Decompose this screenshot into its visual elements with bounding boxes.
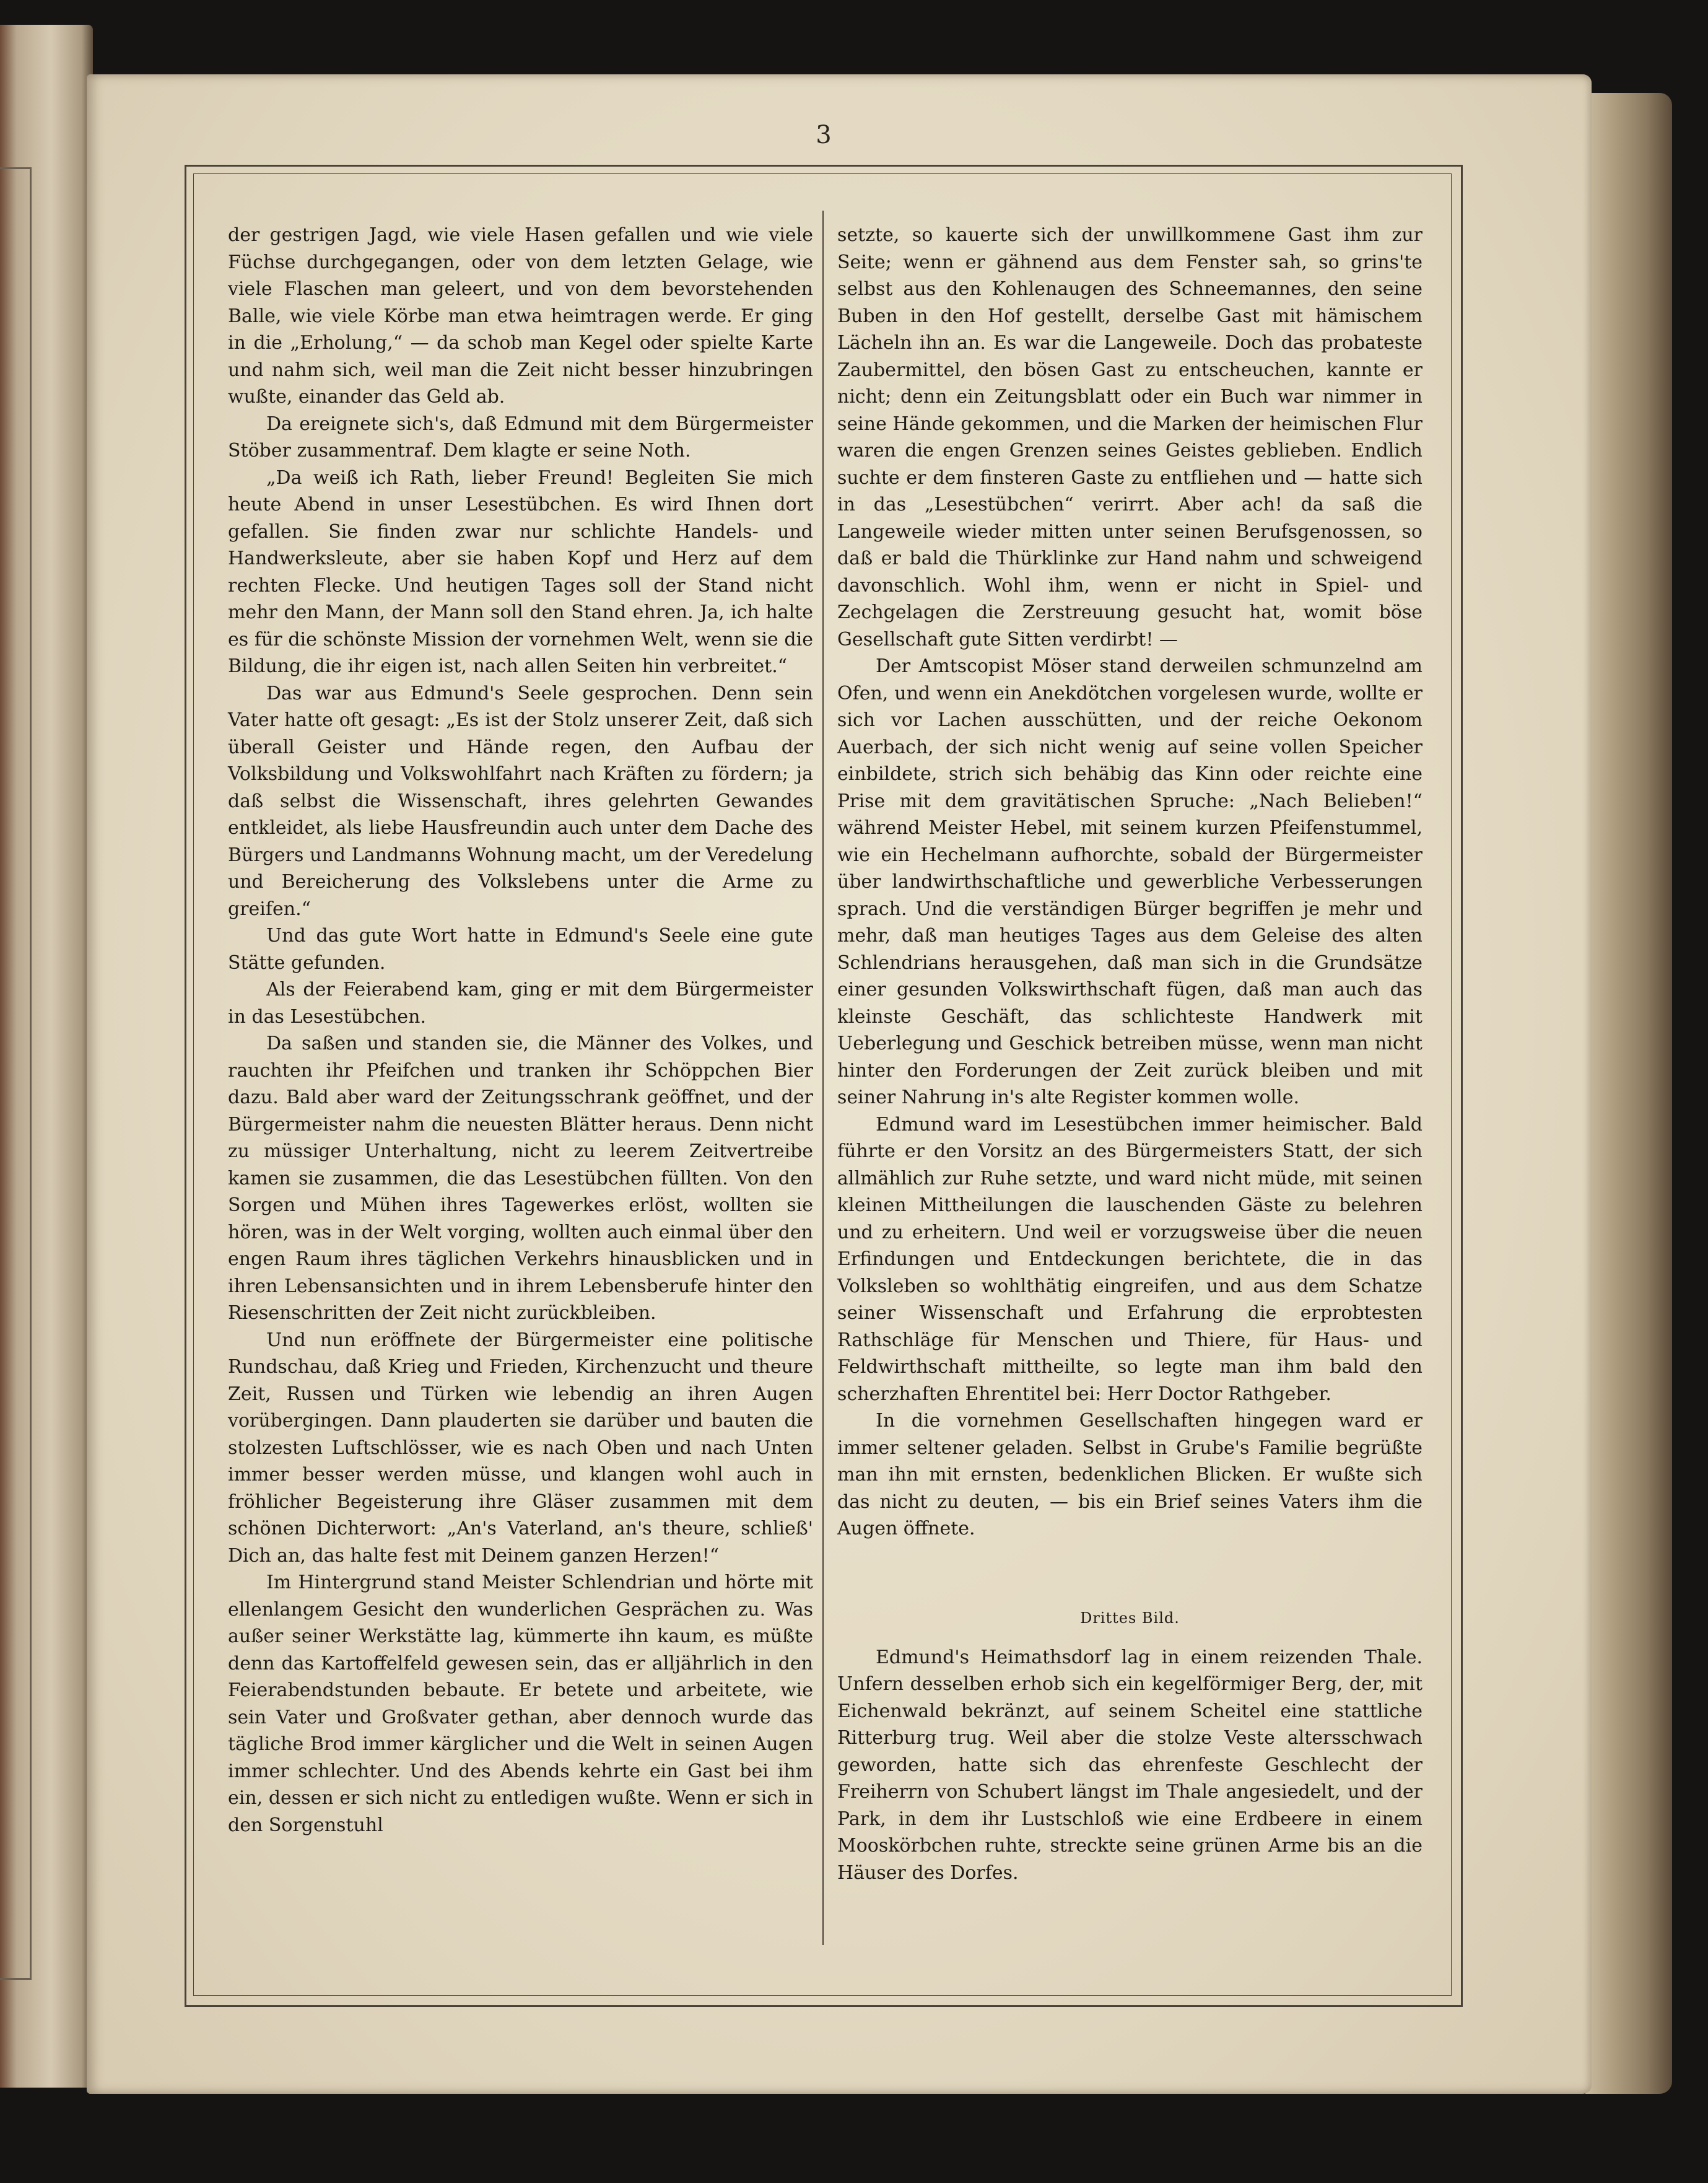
paragraph: setzte, so kauerte sich der unwillkommene Gast ihm zur Seite; wenn er gähnend aus dem Fenster sah, so grins'te selbst aus den Kohlenaugen des Schneemannes, den seine Buben in den Hof gestellt, derselbe Gast mit hämischem Lächeln ihn an. Es war die Langeweile. Doch das probateste Zaubermittel, den bösen Gast zu entscheuchen, kannte er nicht; denn ein Zeitungsblatt oder ein Buch war nimmer in seine Hände gekommen, und die Marken der heimischen Flur waren die engen Grenzen seines Geistes geblieben. Endlich suchte er dem finsteren Gaste zu entfliehen und — hatte sich in das „Lesestübchen“ verirrt. Aber ach! da saß die Langeweile wieder mitten unter seinen Berufsgenossen, so daß er bald die Thürklinke zur Hand nahm und schweigend davonschlich. Wohl ihm, wenn er nicht in Spiel- und Zechgelagen die Zerstreuung gesucht hat, womit böse Gesellschaft gute Sitten verdirbt! — bbox=[837, 224, 1423, 650]
paragraph: Im Hintergrund stand Meister Schlendrian und hörte mit ellenlangem Gesicht den wunderlichen Gesprächen zu. Was außer seiner Werkstätte lag, kümmerte ihn kaum, es müßte denn das Kartoffelfeld gewesen sein, das er alljährlich in den Feierabendstunden bebaute. Er betete und arbeitete, wie sein Vater und Großvater gethan, aber dennoch wurde das tägliche Brod immer kärglicher und die Welt in seinen Augen immer schlechter. Und des Abends kehrte ein Gast bei ihm ein, dessen er sich nicht zu entledigen wußte. Wenn er sich in den Sorgenstuhl bbox=[228, 1572, 813, 1836]
paragraph: Edmund's Heimathsdorf lag in einem reizenden Thale. Unfern desselben erhob sich ein kegelförmiger Berg, der, mit Eichenwald bekränzt, auf seinem Scheitel eine stattliche Ritterburg trug. Weil aber die stolze Veste altersschwach geworden, hatte sich das ehrenfeste Geschlecht der Freiherrn von Schubert längst im Thale angesiedelt, und der Park, in dem ihr Lustschloß wie eine Erdbeere in einem Mooskörbchen ruhte, streckte seine grünen Arme bis an die Häuser des Dorfes. bbox=[837, 1646, 1423, 1884]
paragraph: Und das gute Wort hatte in Edmund's Seele eine gute Stätte gefunden. bbox=[228, 925, 813, 974]
facing-page-border-rule bbox=[0, 167, 32, 1980]
left-text-column bbox=[228, 222, 813, 1839]
paragraph: „Da weiß ich Rath, lieber Freund! Begleiten Sie mich heute Abend in unser Lesestübchen. Es wird Ihnen dort gefallen. Sie finden zwar nur schlichte Handels- und Handwerksleute, aber sie haben Kopf und Herz auf dem rechten Flecke. Und heutigen Tages soll der Stand nicht mehr den Mann, der Mann soll den Stand ehren. Ja, ich halte es für die schönste Mission der vornehmen Welt, wenn sie die Bildung, die ihr eigen ist, nach allen Seiten hin verbreitet.“ bbox=[228, 466, 813, 677]
column-divider bbox=[822, 211, 824, 1945]
page-number: 3 bbox=[816, 121, 832, 149]
paragraph: Da ereignete sich's, daß Edmund mit dem Bürgermeister Stöber zusammentraf. Dem klagte er seine Noth. bbox=[228, 413, 813, 462]
section-heading: Drittes Bild. bbox=[1080, 1609, 1180, 1627]
paragraph: der gestrigen Jagd, wie viele Hasen gefallen und wie viele Füchse durchgegangen, oder von dem letzten Gelage, wie viele Flaschen man geleert, und von dem bevorstehenden Balle, wie viele Körbe man etwa heimtragen werde. Er ging in die „Erholung,“ — da schob man Kegel oder spielte Karte und nahm sich, weil man die Zeit nicht besser hinzubringen wußte, einander das Geld ab. bbox=[228, 224, 813, 408]
facing-page-edge bbox=[0, 25, 93, 2088]
paragraph: Da saßen und standen sie, die Männer des Volkes, und rauchten ihr Pfeifchen und tranken ihr Schöppchen Bier dazu. Bald aber ward der Zeitungsschrank geöffnet, und der Bürgermeister nahm die neuesten Blätter heraus. Denn nicht zu müssiger Unterhaltung, nicht zu leerem Zeitvertreibe kamen sie zusammen, die das Lesestübchen füllten. Von den Sorgen und Mühen ihres Tagewerkes erlöst, wollten sie hören, was in der Welt vorging, wollten auch einmal über den engen Raum ihres täglichen Verkehrs hinausblicken und in ihren Lebensansichten und in ihrem Lebensberufe hinter den Riesenschritten der Zeit nicht zurückbleiben. bbox=[228, 1033, 813, 1324]
paragraph: Als der Feierabend kam, ging er mit dem Bürgermeister in das Lesestübchen. bbox=[228, 979, 813, 1028]
paragraph: Und nun eröffnete der Bürgermeister eine politische Rundschau, daß Krieg und Frieden, Kirchenzucht und theure Zeit, Russen und Türken wie lebendig an ihren Augen vorübergingen. Dann plauderten sie darüber und bauten die stolzesten Luftschlösser, wie es nach Oben und nach Unten immer besser werden müsse, und klangen wohl auch in fröhlicher Begeisterung ihre Gläser zusammen mit dem schönen Dichterwort: „An's Vaterland, an's theure, schließ' Dich an, das halte fest mit Deinem ganzen Herzen!“ bbox=[228, 1329, 813, 1567]
paragraph: In die vornehmen Gesellschaften hingegen ward er immer seltener geladen. Selbst in Grube's Familie begrüßte man ihn mit ernsten, bedenklichen Blicken. Er wußte sich das nicht zu deuten, — bis ein Brief seines Vaters ihm die Augen öffnete. bbox=[837, 1410, 1423, 1539]
paragraph: Das war aus Edmund's Seele gesprochen. Denn sein Vater hatte oft gesagt: „Es ist der Stolz unserer Zeit, daß sich überall Geister und Hände regen, den Aufbau der Volksbildung und Volkswohlfahrt nach Kräften zu fördern; ja daß selbst die Wissenschaft, ihres gelehrten Gewandes entkleidet, als liebe Hausfreundin auch unter dem Dache des Bürgers und Landmanns Wohnung macht, um der Veredelung und Bereicherung des Volkslebens unter die Arme zu greifen.“ bbox=[228, 682, 813, 920]
paragraph: Edmund ward im Lesestübchen immer heimischer. Bald führte er den Vorsitz an des Bürgermeisters Statt, der sich allmählich zur Ruhe setzte, und ward nicht müde, mit seinen kleinen Mittheilungen die lauschenden Gäste zu belehren und zu erheitern. Und weil er vorzugsweise über die neuen Erfindungen und Entdeckungen berichtete, die in das Volksleben so wohlthätig eingreifen, und aus dem Schatze seiner Wissenschaft und Erfahrung die erprobtesten Rathschläge für Menschen und Thiere, für Haus- und Feldwirthschaft mittheilte, so legte man ihm bald den scherzhaften Ehrentitel bei: Herr Doctor Rathgeber. bbox=[837, 1113, 1423, 1405]
right-text-column bbox=[837, 222, 1423, 1886]
book-page-stack-edge bbox=[1585, 93, 1672, 2094]
paragraph: Der Amtscopist Möser stand derweilen schmunzelnd am Ofen, und wenn ein Anekdötchen vorgelesen wurde, wollte er sich vor Lachen ausschütten, und der reiche Oekonom Auerbach, der sich nicht wenig auf seine vollen Speicher einbildete, strich sich behäbig das Kinn oder reichte eine Prise mit dem gravitätischen Spruche: „Nach Belieben!“ während Meister Hebel, mit seinem kurzen Pfeifenstummel, wie ein Hechelmann aufhorchte, sobald der Bürgermeister über landwirthschaftliche und gewerbliche Verbesserungen sprach. Und die verständigen Bürger begriffen je mehr und mehr, daß man heutiges Tages aus dem Geleise des alten Schlendrians herausgehen, daß man sich in die Grundsätze einer gesunden Volkswirthschaft fügen, daß man auch das kleinste Geschäft, das schlichteste Handwerk mit Ueberlegung und Geschick betreiben müsse, wenn man nicht hinter den Forderungen der Zeit zurück bleiben und mit seiner Nahrung in's alte Register kommen wolle. bbox=[837, 655, 1423, 1108]
